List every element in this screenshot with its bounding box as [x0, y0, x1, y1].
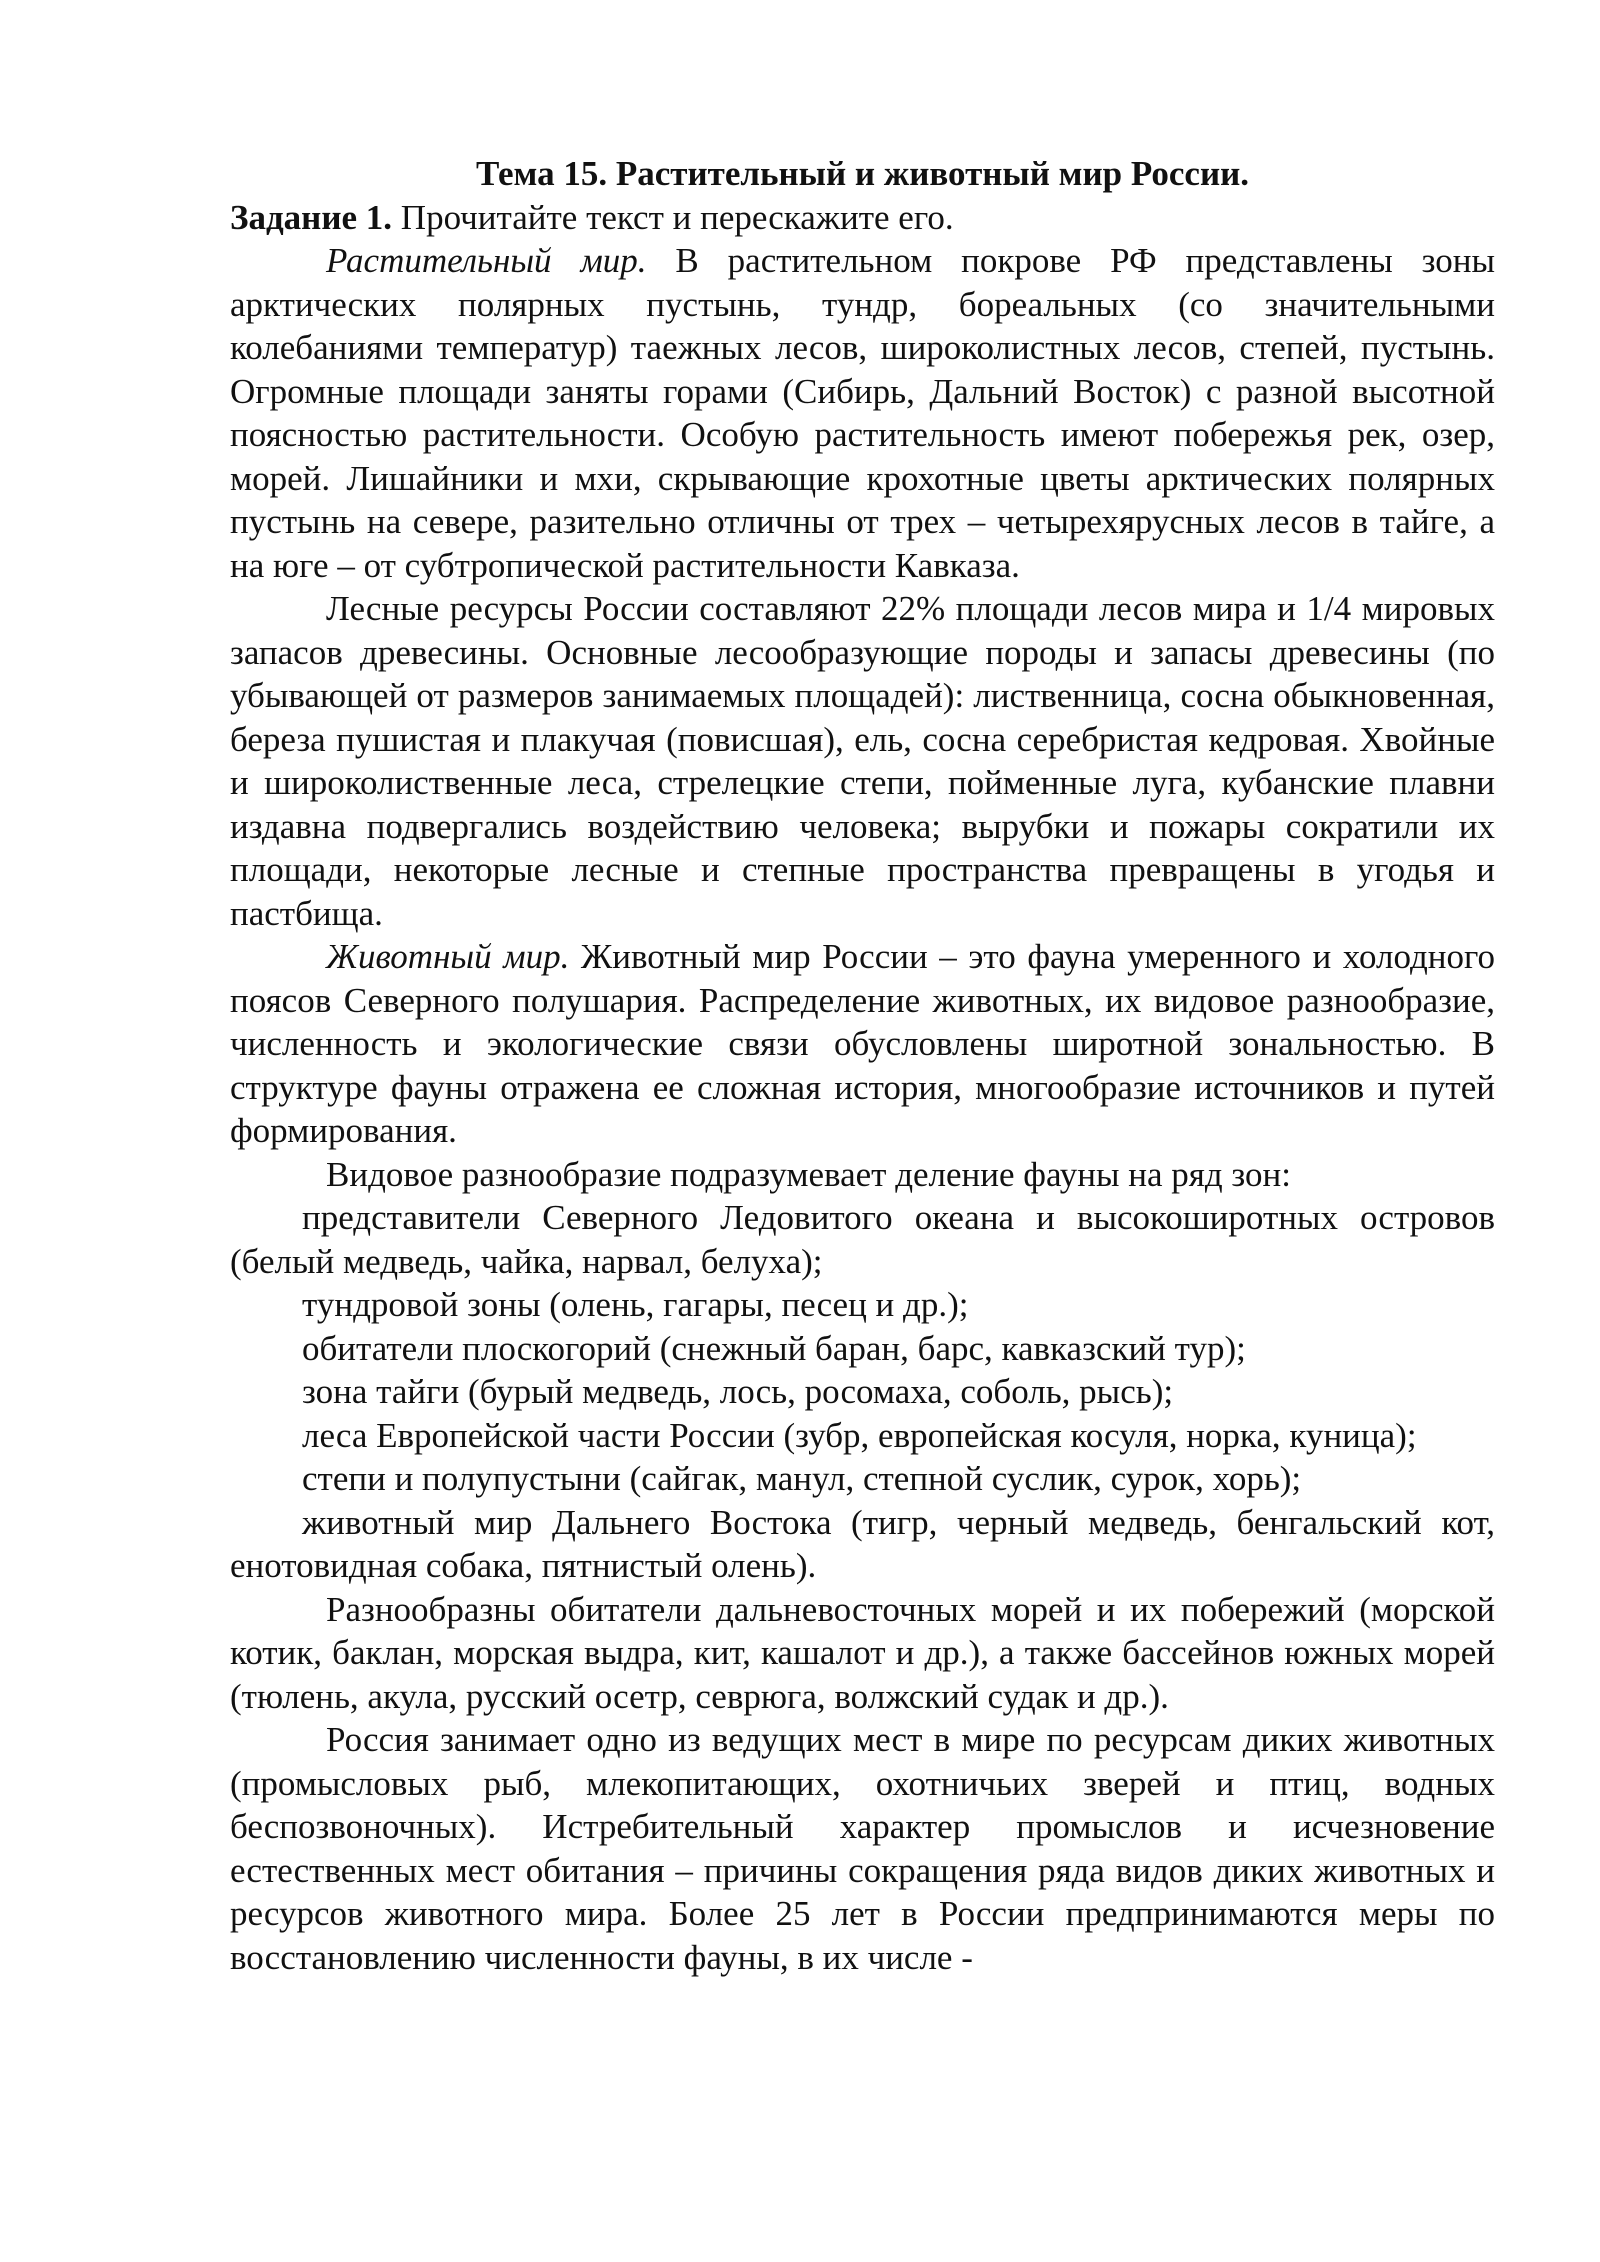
- paragraph-sea-fauna: Разнообразны обитатели дальневосточных морей и их побережий (морской котик, баклан, морская выдра, кит, кашалот и др.), а также бассейнов южных морей (тюлень, акула, русский осетр, севрюга, волжский судак и др.).: [230, 1589, 1495, 1716]
- zone-item: леса Европейской части России (зубр, европейская косуля, норка, куница);: [302, 1415, 1417, 1455]
- flora-text: В растительном покрове РФ представлены зоны арктических полярных пустынь, тундр, бореальных (со значительными колебаниями температур) таежных лесов, широколистных лесов, степей, пустынь. Огромные площади заняты горами (Сибирь, Дальний Восток) с разной высотной поясностью растительности. Особую растительность имеют побережья рек, озер, морей. Лишайники и мхи, скрывающие крохотные цветы арктических полярных пустынь на севере, разительно отличны от трех – четырехярусных лесов в тайге, а на юге – от субтропической растительности Кавказа.: [230, 241, 1495, 585]
- paragraph-forest-resources: Лесные ресурсы России составляют 22% площади лесов мира и 1/4 мировых запасов древесины. Основные лесообразующие породы и запасы древесины (по убывающей от размеров занимаемых площадей): лиственница, сосна обыкновенная, береза пушистая и плакучая (повисшая), ель, сосна серебристая кедровая. Хвойные и широколиственные леса, стрелецкие степи, пойменные луга, кубанские плавни издавна подвергались воздействию человека; вырубки и пожары сократили их площади, некоторые лесные и степные пространства превращены в угодья и пастбища.: [230, 589, 1495, 933]
- zone-item: тундровой зоны (олень, гагары, песец и др.);: [302, 1285, 969, 1324]
- paragraph-wildlife-resources: Россия занимает одно из ведущих мест в мире по ресурсам диких животных (промысловых рыб, млекопитающих, охотничьих зверей и птиц, водных беспозвоночных). Истребительный характер промыслов и исчезновение естественных мест обитания – причины сокращения ряда видов диких животных и ресурсов животного мира. Более 25 лет в России предпринимаются меры по восстановлению численности фауны, в их числе -: [230, 1720, 1495, 1977]
- zone-item: животный мир Дальнего Востока (тигр, черный медведь, бенгальский кот, енотовидная собака, пятнистый олень).: [230, 1502, 1495, 1585]
- paragraph-zones-intro: Видовое разнообразие подразумевает деление фауны на ряд зон:: [326, 1154, 1291, 1194]
- zone-item: обитатели плоскогорий (снежный баран, барс, кавказский тур);: [302, 1328, 1246, 1368]
- zone-item: зона тайги (бурый медведь, лось, росомаха, соболь, рысь);: [302, 1372, 1174, 1411]
- page-title: Тема 15. Растительный и животный мир России.: [475, 154, 1250, 193]
- task-text: Прочитайте текст и перескажите его.: [392, 197, 954, 237]
- task-line: [230, 196, 1495, 240]
- zone-item: степи и полупустыни (сайгак, манул, степной суслик, сурок, хорь);: [302, 1459, 1302, 1498]
- zone-item: представители Северного Ледовитого океана и высокоширотных островов (белый медведь, чайка, нарвал, белуха);: [230, 1198, 1495, 1281]
- paragraph-flora: [230, 239, 1495, 587]
- fauna-heading: Животный мир.: [326, 937, 570, 976]
- fauna-text: Животный мир России – это фауна умеренного и холодного поясов Северного полушария. Распределение животных, их видовое разнообразие, численность и экологические связи обусловлены широтной зональностью. В структуре фауны отражена ее сложная история, многообразие источников и путей формирования.: [230, 937, 1495, 1150]
- task-label: Задание 1.: [230, 197, 393, 237]
- paragraph-fauna: [230, 935, 1495, 1153]
- flora-heading: Растительный мир.: [326, 241, 647, 280]
- document-body: [230, 152, 1495, 1979]
